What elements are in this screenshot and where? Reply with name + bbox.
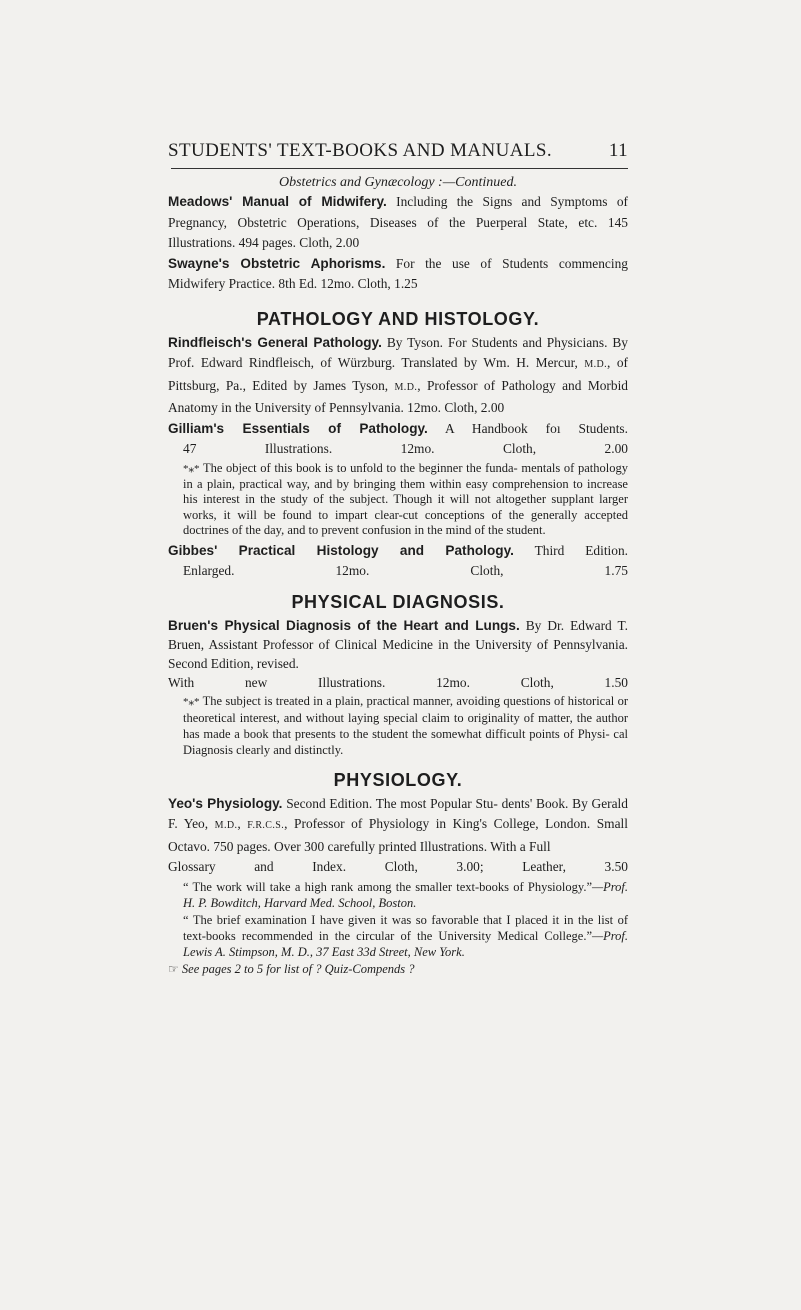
entry-swayne xyxy=(168,254,628,295)
entry-title: Swayne's Obstetric Aphorisms. xyxy=(168,255,386,271)
yeo-quote-bowditch xyxy=(168,879,628,911)
section-heading-diagnosis: PHYSICAL DIAGNOSIS. xyxy=(291,591,505,612)
entry-text: Glossary and Index. xyxy=(168,859,347,875)
section-heading-physiology: PHYSIOLOGY. xyxy=(333,769,463,790)
quote-text: “ The brief examination I have given it was so favorable that I placed it in the list of text-books recommended in the circular of the University Medical College.” xyxy=(183,912,628,943)
entry-title: Meadows' Manual of Midwifery. xyxy=(168,194,387,209)
page-number: 11 xyxy=(608,140,628,161)
entry-text: Second Edition. The most Popular Stu- dents' Book. By Gerald F. Yeo, xyxy=(168,795,628,832)
entry-price: Cloth, 1.50 xyxy=(520,674,628,690)
entry-price: Cloth, 1.75 xyxy=(470,563,628,579)
entry-title: Bruen's Physical Diagnosis of the Heart and Lungs. xyxy=(168,617,520,633)
quote-attribution: —Prof. H. P. Bowditch, Harvard Med. School, Boston. xyxy=(183,879,628,910)
entry-title: Rindfleisch's General Pathology. xyxy=(168,334,382,350)
entry-text: 47 Illustrations. 12mo. xyxy=(183,441,435,456)
entry-text: , Professor of Pathology and Morbid Anatomy in the University of Pennsylvania. 12mo. Cloth, 2.00 xyxy=(168,377,628,415)
entry-text: Including the Signs and Symptoms of Pregnancy, Obstetric Operations, Diseases of the Puerperal State, etc. 145 Illustrations. 494 pages. Cloth, 2.00 xyxy=(168,194,628,250)
entry-yeo xyxy=(168,794,628,878)
quote-attribution: —Prof. Lewis A. Stimpson, M. D., 37 East 33d Street, New York. xyxy=(183,928,628,959)
entry-title: Gibbes' Practical Histology and Pathology. xyxy=(168,542,514,558)
entry-text: A Handbook foı Students. xyxy=(445,420,628,436)
bruen-note xyxy=(168,693,628,758)
cross-reference-text: See pages 2 to 5 for list of ? Quiz-Compends ? xyxy=(181,961,415,976)
note-asterism: *⁎* xyxy=(183,695,200,708)
entry-price: Cloth, 3.00; Leather, 3.50 xyxy=(384,859,628,875)
entry-text: By Dr. Edward T. Bruen, Assistant Professor of Clinical Medicine in the University of Pennsylvania. Second Edition, revised. xyxy=(168,617,628,671)
catalog-page xyxy=(168,140,628,977)
note-text: The subject is treated in a plain, practical manner, avoiding questions of historical or theoretical interest, and without laying special claim to originality of matter, the author has made a book that presents to the student the somewhat difficult points of Physi- cal Diagnosis clearly and distinctly. xyxy=(183,693,628,757)
note-asterism: *⁎* xyxy=(183,462,200,475)
continued-heading: Obstetrics and Gynæcology :—Continued. xyxy=(279,175,517,190)
degree-abbrev: F.R.C.S. xyxy=(247,820,285,832)
entry-gibbes xyxy=(168,541,628,582)
quote-text: “ The work will take a high rank among the smaller text-books of Physiology.” xyxy=(183,879,592,894)
running-title: STUDENTS' TEXT-BOOKS AND MANUALS. xyxy=(168,140,552,161)
entry-rindfleisch xyxy=(168,333,628,419)
entry-bruen xyxy=(168,616,628,692)
section-heading-pathology: PATHOLOGY AND HISTOLOGY. xyxy=(256,308,540,329)
pointing-hand-icon: ☞ xyxy=(168,961,179,976)
entry-text: , of Pittsburg, Pa., Edited by James Tyson, xyxy=(168,355,628,393)
entry-title: Gilliam's Essentials of Pathology. xyxy=(168,420,428,436)
entry-text: , xyxy=(237,816,248,832)
entry-text: For the use of Students commencing Midwifery Practice. 8th Ed. 12mo. Cloth, 1.25 xyxy=(168,255,628,291)
entry-meadows xyxy=(168,192,628,254)
entry-price: Cloth, 2.00 xyxy=(502,441,628,456)
degree-abbrev: M.D. xyxy=(394,381,418,393)
degree-abbrev: M.D. xyxy=(214,820,238,832)
entry-text: Third Edition. xyxy=(534,542,629,558)
cross-reference xyxy=(168,962,628,977)
entry-text: By Tyson. For Students and Physicians. By Prof. Edward Rindfleisch, of Würzburg. Translated by Wm. H. Mercur, xyxy=(168,334,628,370)
entry-text: Enlarged. 12mo. xyxy=(183,563,370,579)
entry-text: With new Illustrations. 12mo. xyxy=(168,674,470,690)
entry-title: Yeo's Physiology. xyxy=(168,795,283,811)
header-rule xyxy=(171,168,628,169)
degree-abbrev: M.D. xyxy=(584,359,608,370)
entry-gilliam xyxy=(168,419,628,460)
yeo-quote-stimpson xyxy=(168,912,628,960)
entry-text: , Professor of Physiology in King's College, London. Small Octavo. 750 pages. Over 300 carefully printed Illustrations. With a Full xyxy=(168,816,628,854)
running-head xyxy=(168,140,628,162)
note-text: The object of this book is to unfold to the beginner the funda- mentals of pathology in a plain, practical way, and by bringing them within easy comprehension to increase his interest in the study of the subject. Though it will not altogether supplant larger works, it will be found to impart clear-cut conceptions of the generally accepted doctrines of the day, and to prevent confusion in the mind of the student. xyxy=(183,460,628,538)
gilliam-note xyxy=(168,461,628,539)
